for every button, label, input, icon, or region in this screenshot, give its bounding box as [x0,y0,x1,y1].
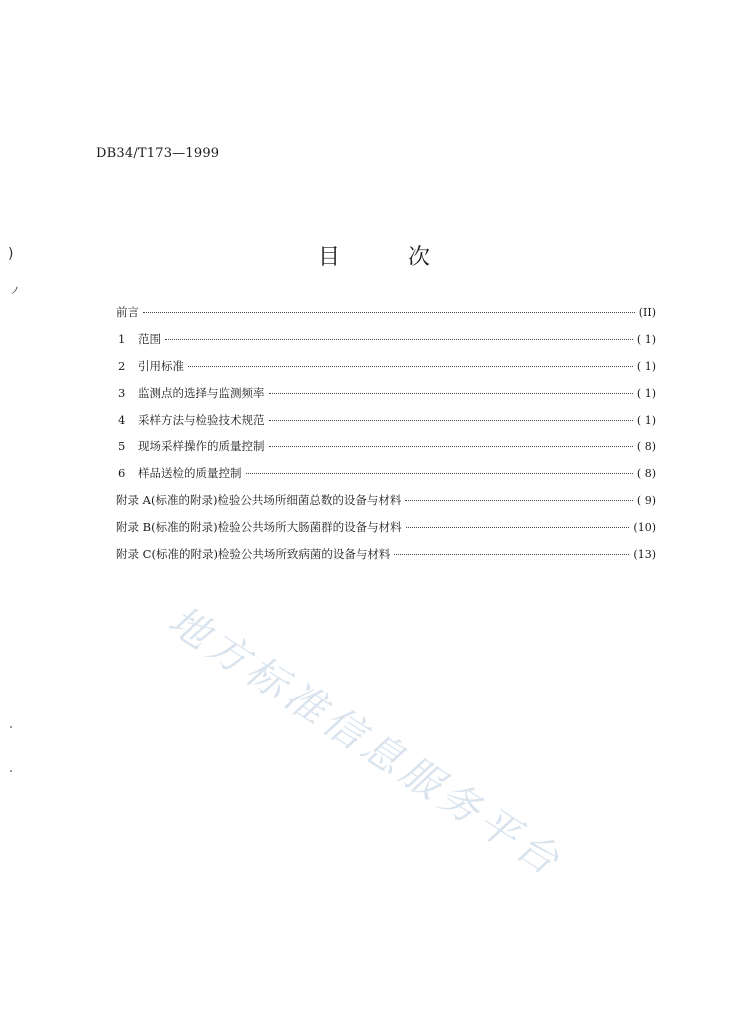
toc-leader-dots [406,527,630,528]
toc-entry-1[interactable] [116,331,656,358]
toc-title-char-1: 目 [318,245,341,270]
toc-leader-dots [269,446,633,447]
toc-entry-page: (10) [633,521,656,535]
toc-leader-dots [246,473,633,474]
toc-entry-label: 采样方法与检验技术规范 [138,412,265,427]
watermark-text: 地方标准信息服务平台 [160,597,571,887]
standard-code: DB34/T173—1999 [96,146,220,161]
toc-entry-page: ( 1) [636,359,656,373]
toc-entry-label: 引用标准 [138,358,184,373]
toc-entry-number: 2 [118,358,126,373]
toc-entry-label: 范围 [138,331,161,346]
toc-leader-dots [269,420,633,421]
toc-entry-number: 1 [118,331,126,346]
toc-entry-5[interactable] [116,438,656,465]
toc-entry-appendix-b[interactable] [116,519,656,546]
toc-entry-page: ( 1) [636,332,656,346]
margin-dot [10,726,12,728]
toc-entry-appendix-a[interactable] [116,492,656,519]
toc-leader-dots [405,500,632,501]
toc-entry-number: 4 [118,412,126,427]
toc-entry-page: ( 9) [636,494,656,508]
toc-leader-dots [165,339,633,340]
margin-tick-mark: ノ [10,286,20,297]
toc-entry-page: ( 8) [636,440,656,454]
toc-entry-appendix-c[interactable] [116,546,656,573]
toc-entry-3[interactable] [116,385,656,412]
toc-list [116,304,656,573]
toc-leader-dots [269,393,633,394]
toc-entry-number: 5 [118,439,126,454]
toc-entry-label: 样品送检的质量控制 [138,466,242,481]
toc-leader-dots [143,312,635,313]
toc-entry-label: 附录 C(标准的附录)检验公共场所致病菌的设备与材料 [116,547,391,562]
toc-entry-label: 监测点的选择与监测频率 [138,385,265,400]
toc-entry-page: ( 8) [636,467,656,481]
margin-paren-mark: ) [8,246,14,262]
toc-entry-foreword[interactable] [116,304,656,331]
toc-entry-page: ( 1) [636,413,656,427]
toc-entry-page: (II) [638,306,656,319]
toc-leader-dots [394,554,629,555]
toc-leader-dots [188,366,633,367]
toc-entry-4[interactable] [116,412,656,439]
toc-entry-label: 前言 [116,305,139,319]
margin-dot [10,770,12,772]
toc-entry-number: 6 [118,466,126,481]
toc-entry-6[interactable] [116,465,656,492]
toc-entry-page: ( 1) [636,386,656,400]
toc-title-char-2: 次 [408,245,431,270]
toc-entry-number: 3 [118,385,126,400]
toc-entry-label: 附录 A(标准的附录)检验公共场所细菌总数的设备与材料 [116,493,402,508]
toc-entry-2[interactable] [116,358,656,385]
toc-entry-label: 附录 B(标准的附录)检验公共场所大肠菌群的设备与材料 [116,520,402,535]
toc-entry-page: (13) [633,548,656,562]
toc-entry-label: 现场采样操作的质量控制 [138,439,265,454]
